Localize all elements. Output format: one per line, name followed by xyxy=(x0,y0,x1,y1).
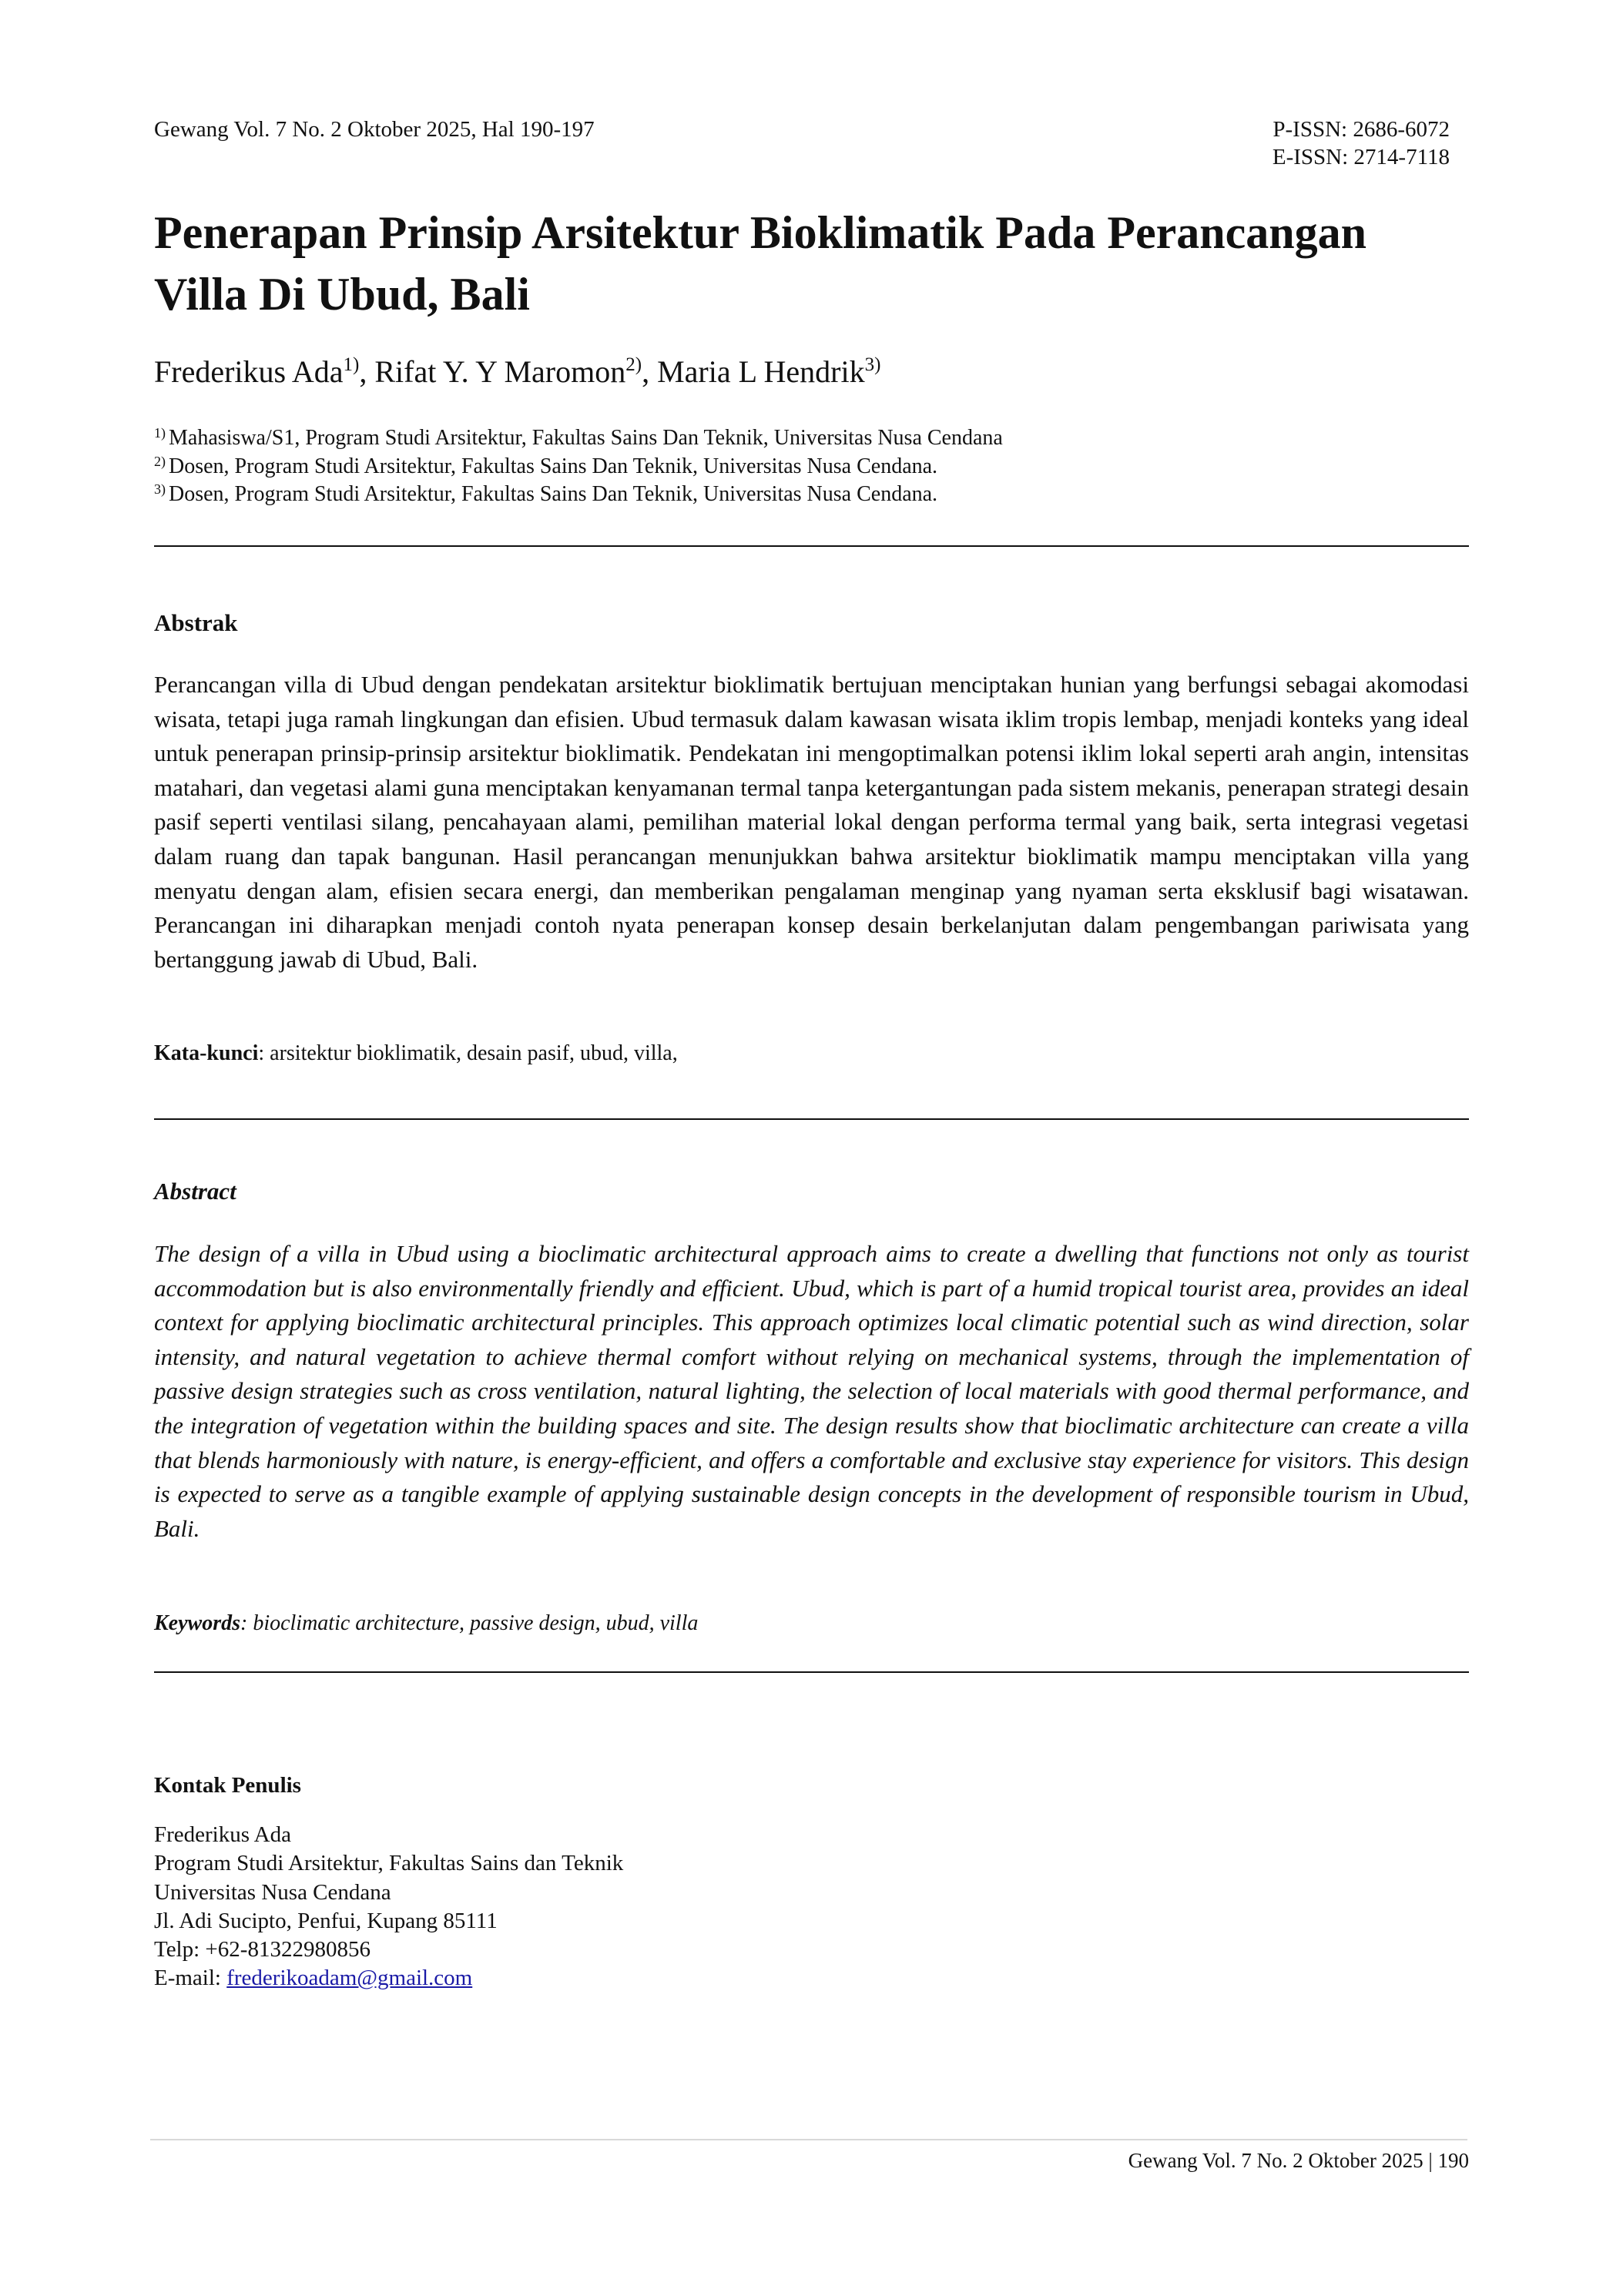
contact-heading: Kontak Penulis xyxy=(154,1773,301,1798)
author-separator: , xyxy=(359,354,375,389)
author-affiliation-mark: 3) xyxy=(864,354,881,375)
footer-rule xyxy=(150,2139,1467,2140)
divider-rule xyxy=(154,1118,1469,1120)
abstract-heading: Abstract xyxy=(154,1178,236,1205)
contact-program: Program Studi Arsitektur, Fakultas Sains dan Teknik xyxy=(154,1851,624,1876)
contact-email-link[interactable]: frederikoadam@gmail.com xyxy=(226,1966,473,1991)
affiliation-mark: 1) xyxy=(154,425,166,441)
affiliation-item xyxy=(154,481,1003,509)
affiliation-text: Dosen, Program Studi Arsitektur, Fakultas Sains Dan Teknik, Universitas Nusa Cendana. xyxy=(169,482,938,506)
affiliation-item xyxy=(154,424,1003,453)
paper-title xyxy=(154,202,1464,325)
author-affiliation-mark: 1) xyxy=(343,354,360,375)
page-footer: Gewang Vol. 7 No. 2 Oktober 2025 | 190 xyxy=(1128,2149,1469,2172)
affiliation-list xyxy=(154,424,1003,509)
contact-block xyxy=(154,1821,623,1993)
affiliation-text: Mahasiswa/S1, Program Studi Arsitektur, Fakultas Sains Dan Teknik, Universitas Nusa Cendana xyxy=(169,426,1003,450)
contact-email-line xyxy=(154,1964,623,1993)
contact-address: Jl. Adi Sucipto, Penfui, Kupang 85111 xyxy=(154,1908,498,1933)
abstrak-body: Perancangan villa di Ubud dengan pendekatan arsitektur bioklimatik bertujuan menciptakan hunian yang berfungsi sebagai akomodasi wisata, tetapi juga ramah lingkungan dan efisien. Ubud termasuk dalam kawasan wisata iklim tropis lembap, menjadi konteks yang ideal untuk penerapan prinsip-prinsip arsitektur bioklimatik. Pendekatan ini mengoptimalkan potensi iklim lokal seperti arah angin, intensitas matahari, dan vegetasi alami guna menciptakan kenyamanan termal tanpa ketergantungan pada sistem mekanis, penerapan strategi desain pasif seperti ventilasi silang, pencahayaan alami, pemilihan material lokal dengan performa termal yang baik, serta integrasi vegetasi dalam ruang dan tapak bangunan. Hasil perancangan menunjukkan bahwa arsitektur bioklimatik mampu menciptakan villa yang menyatu dengan alam, efisien secara energi, dan memberikan pengalaman menginap yang nyaman serta eksklusif bagi wisatawan. Perancangan ini diharapkan menjadi contoh nyata penerapan konsep desain berkelanjutan dalam pengembangan pariwisata yang bertanggung jawab di Ubud, Bali. xyxy=(154,671,1469,973)
journal-citation: Gewang Vol. 7 No. 2 Oktober 2025, Hal 190-197 xyxy=(154,117,595,142)
author-list xyxy=(154,353,880,391)
issn-block xyxy=(1273,116,1450,171)
kata-kunci-label: Kata-kunci xyxy=(154,1041,259,1065)
contact-email-label: E-mail: xyxy=(154,1966,227,1991)
author-name: Frederikus Ada xyxy=(154,354,344,389)
affiliation-mark: 3) xyxy=(154,481,166,497)
author-affiliation-mark: 2) xyxy=(625,354,642,375)
divider-rule xyxy=(154,545,1469,547)
author-separator: , xyxy=(642,354,658,389)
abstract-body: The design of a villa in Ubud using a bioclimatic architectural approach aims to create a dwelling that functions not only as tourist accommodation but is also environmentally friendly and efficient. Ubud, which is part of a humid tropical tourist area, provides an ideal context for applying bioclimatic architectural principles. This approach optimizes local climatic potential such as wind direction, solar intensity, and natural vegetation to achieve thermal comfort without relying on mechanical systems, through the implementation of passive design strategies such as cross ventilation, natural lighting, the selection of local materials with good thermal performance, and the integration of vegetation within the building spaces and site. The design results show that bioclimatic architecture can create a villa that blends harmoniously with nature, is energy-efficient, and offers a comfortable and exclusive stay experience for visitors. This design is expected to serve as a tangible example of applying sustainable design concepts in the development of responsible tourism in Ubud, Bali. xyxy=(154,1240,1469,1542)
kata-kunci xyxy=(154,1040,678,1068)
contact-phone: Telp: +62-81322980856 xyxy=(154,1937,371,1962)
contact-university: Universitas Nusa Cendana xyxy=(154,1879,391,1905)
author-name: Maria L Hendrik xyxy=(657,354,865,389)
affiliation-mark: 2) xyxy=(154,453,166,469)
divider-rule xyxy=(154,1671,1469,1673)
keywords-values: : bioclimatic architecture, passive design, ubud, villa xyxy=(240,1611,699,1635)
keywords-label: Keywords xyxy=(154,1611,240,1635)
keywords xyxy=(154,1610,698,1637)
contact-name: Frederikus Ada xyxy=(154,1822,291,1847)
kata-kunci-values: : arsitektur bioklimatik, desain pasif, ubud, villa, xyxy=(258,1041,678,1065)
e-issn: E-ISSN: 2714-7118 xyxy=(1272,145,1450,169)
p-issn: P-ISSN: 2686-6072 xyxy=(1273,117,1450,142)
affiliation-item xyxy=(154,453,1003,481)
author-name: Rifat Y. Y Maromon xyxy=(374,354,626,389)
affiliation-text: Dosen, Program Studi Arsitektur, Fakultas Sains Dan Teknik, Universitas Nusa Cendana. xyxy=(169,454,938,478)
abstrak-heading: Abstrak xyxy=(154,609,238,636)
paper-title-line-1: Penerapan Prinsip Arsitektur Bioklimatik Pada Perancangan xyxy=(154,207,1366,258)
paper-title-line-2: Villa Di Ubud, Bali xyxy=(154,269,530,320)
